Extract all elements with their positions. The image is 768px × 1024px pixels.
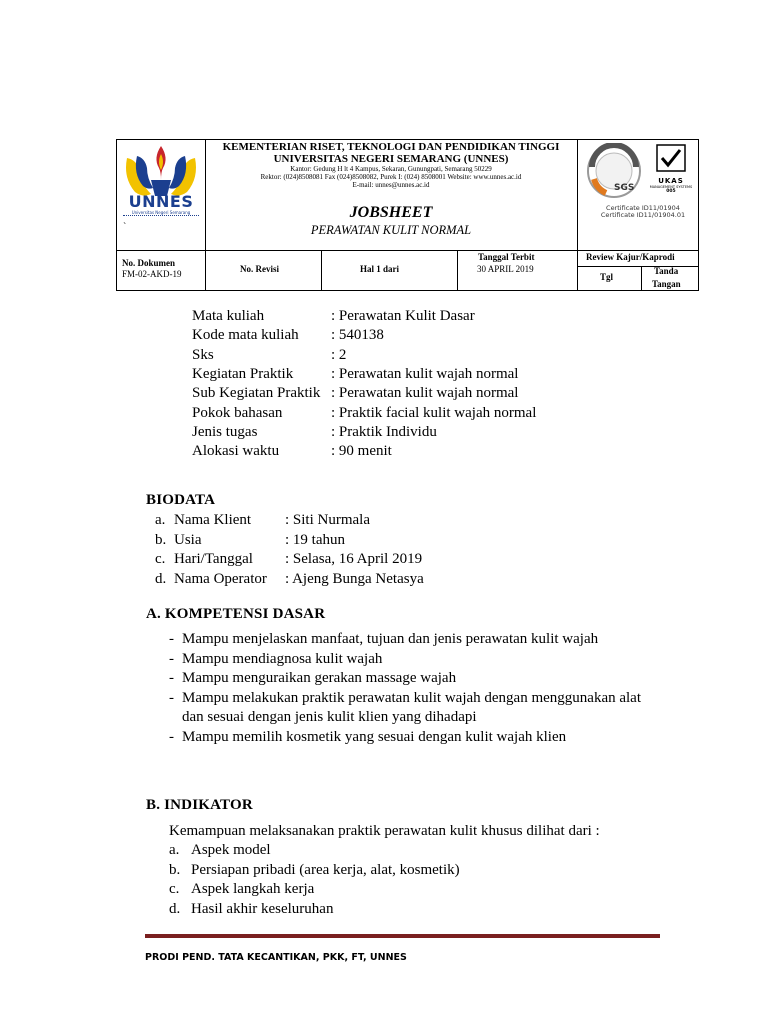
info-value: : Praktik facial kulit wajah normal xyxy=(331,404,537,421)
dash-bullet: - xyxy=(169,670,174,686)
info-label: Kegiatan Praktik xyxy=(192,365,294,382)
stray-backtick: ` xyxy=(123,222,127,233)
sgs-seal-icon xyxy=(584,143,644,203)
list-marker: b. xyxy=(155,531,167,548)
list-marker: d. xyxy=(155,570,167,587)
list-item: Persiapan pribadi (area kerja, alat, kosmetik) xyxy=(191,861,460,878)
tanggal-terbit-value: 30 APRIL 2019 xyxy=(477,264,534,274)
list-marker: a. xyxy=(169,842,180,858)
doc-subtitle: PERAWATAN KULIT NORMAL xyxy=(310,223,472,237)
list-item: Mampu melakukan praktik perawatan kulit wajah dengan menggunakan alat xyxy=(182,689,642,706)
biodata-label: Nama Klient xyxy=(174,512,252,528)
list-marker: c. xyxy=(155,551,166,567)
tangan-label: Tangan xyxy=(652,279,681,289)
no-revisi-label: No. Revisi xyxy=(240,264,279,274)
list-item: Aspek model xyxy=(191,842,271,858)
address-line-1: Kantor: Gedung H lt 4 Kampus, Sekaran, Gunungpati, Semarang 50229 xyxy=(290,165,492,173)
table-divider xyxy=(577,140,578,290)
biodata-value: : 19 tahun xyxy=(285,531,345,548)
ministry-name: KEMENTERIAN RISET, TEKNOLOGI DAN PENDIDIKAN TINGGI xyxy=(222,141,560,153)
no-dokumen-value: FM-02-AKD-19 xyxy=(122,269,182,279)
footer-text: PRODI PEND. TATA KECANTIKAN, PKK, FT, UNNES xyxy=(145,952,407,963)
info-label: Kode mata kuliah xyxy=(192,327,299,344)
halaman-label: Hal 1 dari xyxy=(360,264,400,274)
list-item: Mampu menguraikan gerakan massage wajah xyxy=(182,670,457,686)
ukas-label: UKAS xyxy=(658,177,684,185)
tanda-label: Tanda xyxy=(654,266,679,276)
info-label: Mata kuliah xyxy=(192,308,265,324)
logo-underline xyxy=(123,215,199,218)
review-label: Review Kajur/Kaprodi xyxy=(586,252,675,262)
info-value: : 2 xyxy=(331,346,347,363)
info-value: : Praktik Individu xyxy=(331,423,437,440)
info-label: Pokok bahasan xyxy=(192,404,283,421)
list-marker: c. xyxy=(169,881,180,897)
kompetensi-heading: A. KOMPETENSI DASAR xyxy=(146,606,326,622)
logo-wordmark: UNNES xyxy=(128,192,194,211)
biodata-value: : Selasa, 16 April 2019 xyxy=(285,551,423,567)
footer-divider xyxy=(145,934,660,938)
table-divider xyxy=(641,266,642,290)
table-divider xyxy=(577,266,698,267)
dash-bullet: - xyxy=(169,631,174,647)
table-divider xyxy=(117,250,698,251)
info-value: : Perawatan Kulit Dasar xyxy=(331,308,475,324)
address-line-2: Rektor: (024)8508081 Fax (024)8508082, Purek I: (024) 8508001 Website: www.unnes.ac.id xyxy=(260,173,522,181)
list-marker: b. xyxy=(169,861,181,878)
no-dokumen-label: No. Dokumen xyxy=(122,258,176,268)
dash-bullet: - xyxy=(169,650,174,667)
list-marker: a. xyxy=(155,512,166,528)
ukas-mgmt-label: MANAGEMENT SYSTEMS xyxy=(649,185,693,189)
info-value: : 90 menit xyxy=(331,443,392,460)
list-item: Mampu memilih kosmetik yang sesuai dengan kulit wajah klien xyxy=(182,728,567,745)
dash-bullet: - xyxy=(169,728,174,745)
info-value: : Perawatan kulit wajah normal xyxy=(331,385,519,402)
info-label: Sub Kegiatan Praktik xyxy=(192,385,321,402)
ukas-number: 005 xyxy=(666,189,676,194)
unnes-logo xyxy=(117,140,205,250)
email-line: E-mail: unnes@unnes.ac.id xyxy=(352,181,430,189)
list-item-continuation: dan sesuai dengan jenis kulit klien yang dihadapi xyxy=(182,709,477,725)
tgl-label: Tgl xyxy=(600,272,614,282)
info-label: Alokasi waktu xyxy=(192,443,280,460)
biodata-value: : Ajeng Bunga Netasya xyxy=(285,570,424,587)
certificate-id-2: Certificate ID11/01904.01 xyxy=(600,211,686,219)
indikator-intro: Kemampuan melaksanakan praktik perawatan kulit khusus dilihat dari : xyxy=(169,823,600,839)
indikator-heading: B. INDIKATOR xyxy=(146,797,253,813)
list-item: Mampu mendiagnosa kulit wajah xyxy=(182,650,383,667)
biodata-label: Usia xyxy=(174,531,202,548)
info-value: : Perawatan kulit wajah normal xyxy=(331,365,519,382)
list-item: Mampu menjelaskan manfaat, tujuan dan jenis perawatan kulit wajah xyxy=(182,631,599,647)
table-divider xyxy=(457,250,458,290)
list-item: Hasil akhir keseluruhan xyxy=(191,900,334,917)
logo-subtext: Universitas Negeri Semarang xyxy=(131,210,191,215)
biodata-label: Hari/Tanggal xyxy=(174,551,253,567)
biodata-heading: BIODATA xyxy=(146,492,216,508)
tanggal-terbit-label: Tanggal Terbit xyxy=(478,252,535,262)
doc-title: JOBSHEET xyxy=(349,204,433,221)
list-marker: d. xyxy=(169,900,181,917)
info-label: Jenis tugas xyxy=(192,423,258,440)
ukas-certification-badge xyxy=(647,144,695,208)
university-name: UNIVERSITAS NEGERI SEMARANG (UNNES) xyxy=(273,153,509,165)
certificate-id-1: Certificate ID11/01904 xyxy=(606,204,680,212)
info-value: : 540138 xyxy=(331,327,384,344)
dash-bullet: - xyxy=(169,689,174,706)
biodata-value: : Siti Nurmala xyxy=(285,512,370,528)
list-item: Aspek langkah kerja xyxy=(191,881,315,897)
biodata-label: Nama Operator xyxy=(174,570,267,587)
sgs-label: SGS xyxy=(614,183,635,193)
sgs-certification-badge xyxy=(584,143,644,203)
info-label: Sks xyxy=(192,346,214,363)
ukas-crown-check-icon xyxy=(656,144,686,172)
table-divider xyxy=(321,250,322,290)
